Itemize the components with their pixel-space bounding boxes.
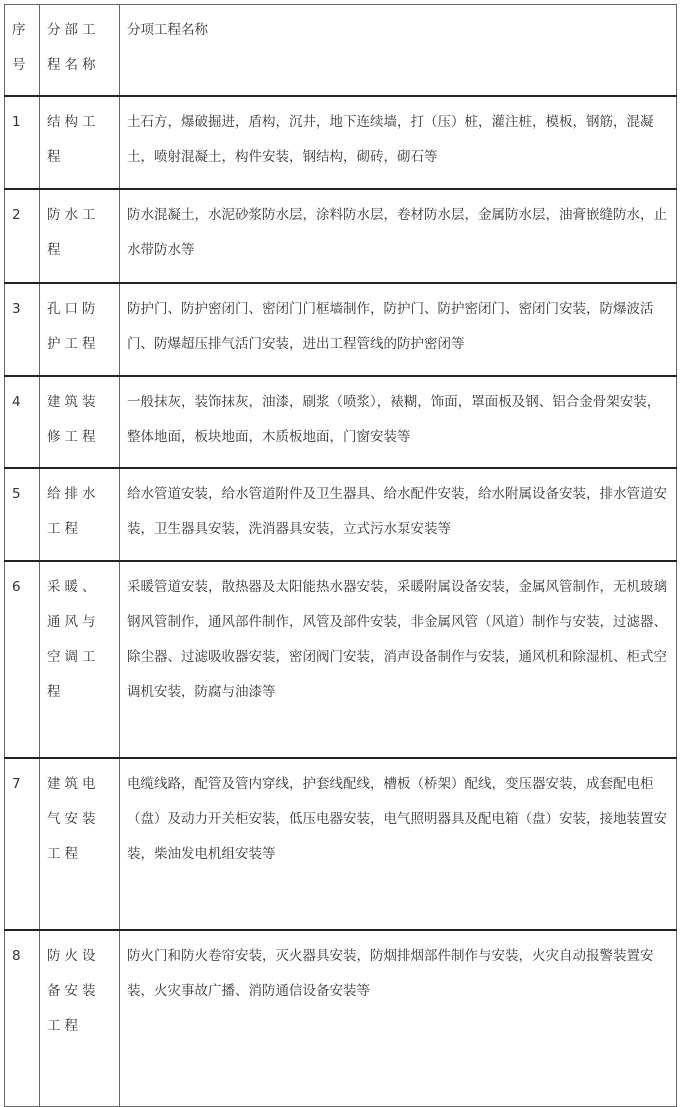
- row-subitems: 一般抹灰，装饰抹灰，油漆，刷浆（喷浆），裱糊，饰面，罩面板及钢、铝合金骨架安装，整体地面，板块地面，木质板地面，门窗安装等: [120, 376, 677, 468]
- subdivision-table: [4, 4, 677, 1107]
- row-division: 孔口防护工程: [40, 283, 120, 376]
- table-row: [5, 189, 677, 283]
- table-row: [5, 283, 677, 376]
- row-no: 6: [5, 561, 40, 758]
- row-no: 3: [5, 283, 40, 376]
- row-no: 8: [5, 930, 40, 1107]
- row-division: 采暖、通风与空调工程: [40, 561, 120, 758]
- header-division: 分部工程名称: [40, 5, 120, 97]
- row-no: 1: [5, 96, 40, 189]
- row-division: 建筑装修工程: [40, 376, 120, 468]
- row-division: 防水工程: [40, 189, 120, 283]
- table-header-row: [5, 5, 677, 97]
- table-row: [5, 96, 677, 189]
- row-division: 建筑电气安装工程: [40, 758, 120, 930]
- row-division: 防火设备安装工程: [40, 930, 120, 1107]
- row-subitems: 防水混凝土，水泥砂浆防水层，涂料防水层，卷材防水层，金属防水层，油膏嵌缝防水，止水带防水等: [120, 189, 677, 283]
- row-subitems: 电缆线路，配管及管内穿线，护套线配线，槽板（桥架）配线，变压器安装，成套配电柜（盘）及动力开关柜安装，低压电器安装，电气照明器具及配电箱（盘）安装，接地装置安装，柴油发电机组安装等: [120, 758, 677, 930]
- table-row: [5, 930, 677, 1107]
- table-row: [5, 758, 677, 930]
- row-subitems: 土石方，爆破掘进，盾构，沉井，地下连续墙，打（压）桩，灌注桩，模板，钢筋，混凝土，喷射混凝土，构件安装，钢结构，砌砖，砌石等: [120, 96, 677, 189]
- row-no: 4: [5, 376, 40, 468]
- row-subitems: 给水管道安装，给水管道附件及卫生器具、给水配件安装，给水附属设备安装，排水管道安装，卫生器具安装，洗消器具安装，立式污水泵安装等: [120, 468, 677, 561]
- row-subitems: 防护门、防护密闭门、密闭门门框墙制作，防护门、防护密闭门、密闭门安装，防爆波活门、防爆超压排气活门安装，进出工程管线的防护密闭等: [120, 283, 677, 376]
- row-no: 7: [5, 758, 40, 930]
- row-no: 2: [5, 189, 40, 283]
- row-no: 5: [5, 468, 40, 561]
- row-subitems: 采暖管道安装，散热器及太阳能热水器安装，采暖附属设备安装，金属风管制作，无机玻璃钢风管制作，通风部件制作，风管及部件安装，非金属风管（风道）制作与安装，过滤器、除尘器、过滤吸收器安装，密闭阀门安装，消声设备制作与安装，通风机和除湿机、柜式空调机安装，防腐与油漆等: [120, 561, 677, 758]
- table-row: [5, 561, 677, 758]
- row-subitems: 防火门和防火卷帘安装，灭火器具安装，防烟排烟部件制作与安装，火灾自动报警装置安装，火灾事故广播、消防通信设备安装等: [120, 930, 677, 1107]
- row-division: 结构工程: [40, 96, 120, 189]
- header-subitems: 分项工程名称: [120, 5, 677, 97]
- table-row: [5, 376, 677, 468]
- table-row: [5, 468, 677, 561]
- row-division: 给排水工程: [40, 468, 120, 561]
- header-no: 序号: [5, 5, 40, 97]
